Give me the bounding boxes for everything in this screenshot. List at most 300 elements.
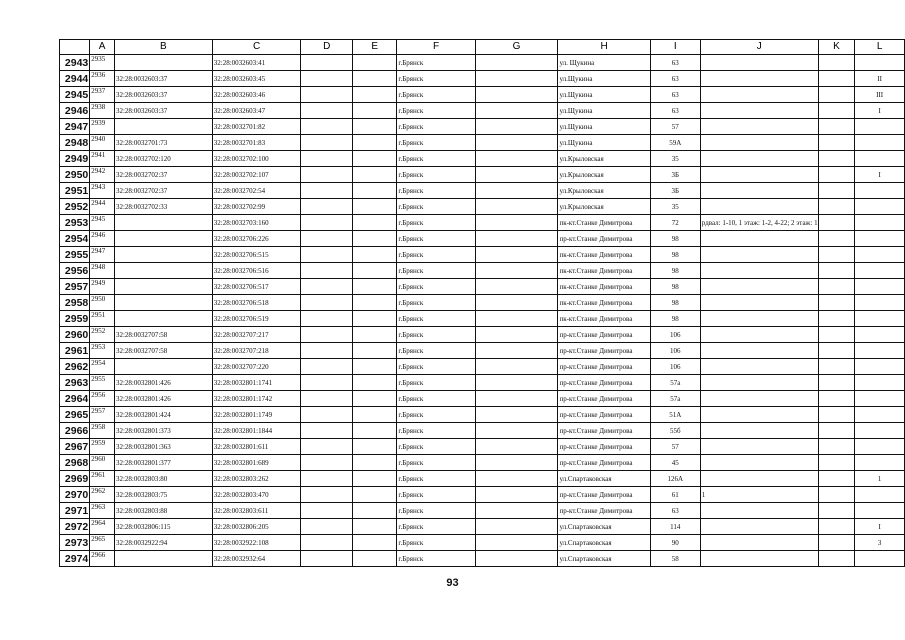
cell-h[interactable]: пр-кт.Станке Димитрова	[558, 439, 650, 455]
cell-k[interactable]	[818, 391, 855, 407]
cell-e[interactable]	[352, 167, 396, 183]
cell-a[interactable]: 2966	[90, 551, 115, 567]
cell-d[interactable]	[301, 391, 352, 407]
cell-k[interactable]	[818, 535, 855, 551]
cell-j[interactable]	[700, 87, 818, 103]
cell-h[interactable]: ул.Спартаковская	[558, 519, 650, 535]
cell-d[interactable]	[301, 71, 352, 87]
row-number[interactable]: 2949	[60, 151, 90, 167]
cell-a[interactable]: 2940	[90, 135, 115, 151]
cell-a[interactable]: 2950	[90, 295, 115, 311]
cell-h[interactable]: ул.Щукина	[558, 135, 650, 151]
cell-h[interactable]: ул.Спартаковская	[558, 551, 650, 567]
row-number[interactable]: 2962	[60, 359, 90, 375]
cell-b[interactable]: 32:28:0032702:37	[114, 183, 212, 199]
cell-i[interactable]: 63	[650, 71, 700, 87]
cell-g[interactable]	[475, 535, 558, 551]
cell-f[interactable]: г.Брянск	[397, 439, 475, 455]
cell-g[interactable]	[475, 183, 558, 199]
cell-j[interactable]	[700, 295, 818, 311]
column-header-f[interactable]: F	[397, 40, 475, 55]
cell-h[interactable]: ул.Крыловская	[558, 183, 650, 199]
row-number[interactable]: 2955	[60, 247, 90, 263]
cell-d[interactable]	[301, 343, 352, 359]
cell-k[interactable]	[818, 55, 855, 71]
cell-h[interactable]: пк-кт.Станке Димитрова	[558, 215, 650, 231]
cell-b[interactable]: 32:28:0032702:37	[114, 167, 212, 183]
cell-d[interactable]	[301, 279, 352, 295]
cell-l[interactable]	[855, 487, 905, 503]
cell-k[interactable]	[818, 215, 855, 231]
cell-h[interactable]: ул.Спартаковская	[558, 471, 650, 487]
cell-f[interactable]: г.Брянск	[397, 151, 475, 167]
cell-c[interactable]: 32:28:0032603:47	[212, 103, 301, 119]
cell-j[interactable]	[700, 55, 818, 71]
cell-g[interactable]	[475, 215, 558, 231]
cell-d[interactable]	[301, 359, 352, 375]
cell-k[interactable]	[818, 199, 855, 215]
cell-j[interactable]	[700, 423, 818, 439]
cell-a[interactable]: 2945	[90, 215, 115, 231]
cell-k[interactable]	[818, 279, 855, 295]
cell-a[interactable]: 2935	[90, 55, 115, 71]
cell-h[interactable]: пк-кт.Станке Димитрова	[558, 247, 650, 263]
cell-e[interactable]	[352, 471, 396, 487]
cell-d[interactable]	[301, 551, 352, 567]
corner-cell[interactable]	[60, 40, 90, 55]
cell-b[interactable]: 32:28:0032603:37	[114, 71, 212, 87]
column-header-c[interactable]: C	[212, 40, 301, 55]
cell-h[interactable]: пр-кт.Станке Димитрова	[558, 407, 650, 423]
cell-h[interactable]: пк-кт.Станке Димитрова	[558, 279, 650, 295]
cell-a[interactable]: 2938	[90, 103, 115, 119]
cell-j[interactable]: 1	[700, 487, 818, 503]
cell-a[interactable]: 2944	[90, 199, 115, 215]
cell-d[interactable]	[301, 231, 352, 247]
cell-e[interactable]	[352, 151, 396, 167]
cell-l[interactable]	[855, 503, 905, 519]
row-number[interactable]: 2946	[60, 103, 90, 119]
cell-i[interactable]: 98	[650, 263, 700, 279]
row-number[interactable]: 2951	[60, 183, 90, 199]
cell-b[interactable]: 32:28:0032803:75	[114, 487, 212, 503]
cell-k[interactable]	[818, 183, 855, 199]
cell-e[interactable]	[352, 103, 396, 119]
cell-f[interactable]: г.Брянск	[397, 231, 475, 247]
cell-a[interactable]: 2964	[90, 519, 115, 535]
row-number[interactable]: 2952	[60, 199, 90, 215]
cell-j[interactable]	[700, 455, 818, 471]
cell-l[interactable]	[855, 343, 905, 359]
cell-b[interactable]: 32:28:0032803:80	[114, 471, 212, 487]
cell-a[interactable]: 2947	[90, 247, 115, 263]
cell-c[interactable]: 32:28:0032703:160	[212, 215, 301, 231]
cell-f[interactable]: г.Брянск	[397, 407, 475, 423]
cell-l[interactable]	[855, 295, 905, 311]
cell-g[interactable]	[475, 231, 558, 247]
cell-d[interactable]	[301, 135, 352, 151]
cell-l[interactable]	[855, 407, 905, 423]
cell-d[interactable]	[301, 439, 352, 455]
cell-h[interactable]: пр-кт.Станке Димитрова	[558, 327, 650, 343]
cell-e[interactable]	[352, 343, 396, 359]
cell-l[interactable]	[855, 327, 905, 343]
row-number[interactable]: 2944	[60, 71, 90, 87]
cell-c[interactable]: 32:28:0032701:83	[212, 135, 301, 151]
cell-l[interactable]: 3	[855, 535, 905, 551]
cell-e[interactable]	[352, 503, 396, 519]
cell-i[interactable]: 57а	[650, 375, 700, 391]
row-number[interactable]: 2964	[60, 391, 90, 407]
cell-l[interactable]	[855, 135, 905, 151]
cell-j[interactable]	[700, 359, 818, 375]
cell-b[interactable]: 32:28:0032701:73	[114, 135, 212, 151]
cell-l[interactable]	[855, 439, 905, 455]
cell-h[interactable]: пр-кт.Станке Димитрова	[558, 455, 650, 471]
cell-d[interactable]	[301, 327, 352, 343]
cell-c[interactable]: 32:28:0032932:64	[212, 551, 301, 567]
cell-g[interactable]	[475, 519, 558, 535]
cell-i[interactable]: 98	[650, 295, 700, 311]
cell-b[interactable]	[114, 263, 212, 279]
cell-k[interactable]	[818, 311, 855, 327]
cell-c[interactable]: 32:28:0032801:1741	[212, 375, 301, 391]
cell-d[interactable]	[301, 247, 352, 263]
cell-b[interactable]: 32:28:0032603:37	[114, 87, 212, 103]
row-number[interactable]: 2954	[60, 231, 90, 247]
cell-e[interactable]	[352, 135, 396, 151]
cell-a[interactable]: 2955	[90, 375, 115, 391]
cell-b[interactable]	[114, 247, 212, 263]
cell-k[interactable]	[818, 135, 855, 151]
cell-d[interactable]	[301, 535, 352, 551]
cell-k[interactable]	[818, 167, 855, 183]
cell-f[interactable]: г.Брянск	[397, 375, 475, 391]
cell-a[interactable]: 2960	[90, 455, 115, 471]
cell-c[interactable]: 32:28:0032707:220	[212, 359, 301, 375]
cell-b[interactable]: 32:28:0032702:33	[114, 199, 212, 215]
cell-b[interactable]: 32:28:0032801:426	[114, 391, 212, 407]
cell-k[interactable]	[818, 71, 855, 87]
cell-k[interactable]	[818, 423, 855, 439]
cell-d[interactable]	[301, 503, 352, 519]
cell-e[interactable]	[352, 423, 396, 439]
cell-e[interactable]	[352, 71, 396, 87]
cell-k[interactable]	[818, 263, 855, 279]
cell-b[interactable]	[114, 231, 212, 247]
cell-j[interactable]	[700, 231, 818, 247]
cell-a[interactable]: 2943	[90, 183, 115, 199]
column-header-e[interactable]: E	[352, 40, 396, 55]
cell-h[interactable]: пр-кт.Станке Димитрова	[558, 231, 650, 247]
cell-e[interactable]	[352, 87, 396, 103]
cell-b[interactable]	[114, 359, 212, 375]
cell-l[interactable]	[855, 215, 905, 231]
cell-k[interactable]	[818, 343, 855, 359]
cell-e[interactable]	[352, 311, 396, 327]
cell-e[interactable]	[352, 359, 396, 375]
cell-j[interactable]	[700, 199, 818, 215]
cell-i[interactable]: 63	[650, 87, 700, 103]
row-number[interactable]: 2948	[60, 135, 90, 151]
cell-g[interactable]	[475, 375, 558, 391]
cell-a[interactable]: 2954	[90, 359, 115, 375]
row-number[interactable]: 2950	[60, 167, 90, 183]
row-number[interactable]: 2971	[60, 503, 90, 519]
cell-j[interactable]	[700, 167, 818, 183]
cell-j[interactable]	[700, 151, 818, 167]
cell-k[interactable]	[818, 407, 855, 423]
cell-c[interactable]: 32:28:0032801:1742	[212, 391, 301, 407]
cell-j[interactable]	[700, 103, 818, 119]
cell-f[interactable]: г.Брянск	[397, 327, 475, 343]
cell-k[interactable]	[818, 503, 855, 519]
cell-c[interactable]: 32:28:0032706:515	[212, 247, 301, 263]
row-number[interactable]: 2943	[60, 55, 90, 71]
cell-l[interactable]	[855, 151, 905, 167]
cell-k[interactable]	[818, 455, 855, 471]
cell-b[interactable]: 32:28:0032707:58	[114, 343, 212, 359]
cell-k[interactable]	[818, 103, 855, 119]
cell-j[interactable]	[700, 407, 818, 423]
cell-d[interactable]	[301, 167, 352, 183]
cell-d[interactable]	[301, 455, 352, 471]
cell-c[interactable]: 32:28:0032803:262	[212, 471, 301, 487]
cell-i[interactable]: 55б	[650, 423, 700, 439]
cell-g[interactable]	[475, 87, 558, 103]
row-number[interactable]: 2965	[60, 407, 90, 423]
row-number[interactable]: 2969	[60, 471, 90, 487]
cell-b[interactable]: 32:28:0032922:94	[114, 535, 212, 551]
cell-c[interactable]: 32:28:0032603:46	[212, 87, 301, 103]
cell-f[interactable]: г.Брянск	[397, 135, 475, 151]
cell-a[interactable]: 2963	[90, 503, 115, 519]
cell-e[interactable]	[352, 295, 396, 311]
cell-h[interactable]: ул.Щукина	[558, 87, 650, 103]
cell-k[interactable]	[818, 551, 855, 567]
cell-d[interactable]	[301, 215, 352, 231]
cell-e[interactable]	[352, 535, 396, 551]
cell-g[interactable]	[475, 55, 558, 71]
cell-i[interactable]: 98	[650, 247, 700, 263]
cell-j[interactable]	[700, 279, 818, 295]
cell-f[interactable]: г.Брянск	[397, 103, 475, 119]
cell-f[interactable]: г.Брянск	[397, 279, 475, 295]
column-header-g[interactable]: G	[475, 40, 558, 55]
cell-h[interactable]: пр-кт.Станке Димитрова	[558, 503, 650, 519]
cell-d[interactable]	[301, 151, 352, 167]
cell-k[interactable]	[818, 439, 855, 455]
cell-j[interactable]	[700, 551, 818, 567]
cell-f[interactable]: г.Брянск	[397, 183, 475, 199]
column-header-a[interactable]: A	[90, 40, 115, 55]
row-number[interactable]: 2960	[60, 327, 90, 343]
cell-j[interactable]	[700, 119, 818, 135]
cell-k[interactable]	[818, 247, 855, 263]
cell-i[interactable]: 106	[650, 343, 700, 359]
cell-f[interactable]: г.Брянск	[397, 199, 475, 215]
cell-i[interactable]: 58	[650, 551, 700, 567]
cell-k[interactable]	[818, 519, 855, 535]
row-number[interactable]: 2953	[60, 215, 90, 231]
cell-a[interactable]: 2936	[90, 71, 115, 87]
cell-e[interactable]	[352, 119, 396, 135]
cell-f[interactable]: г.Брянск	[397, 455, 475, 471]
cell-a[interactable]: 2961	[90, 471, 115, 487]
cell-j[interactable]	[700, 263, 818, 279]
row-number[interactable]: 2945	[60, 87, 90, 103]
cell-f[interactable]: г.Брянск	[397, 119, 475, 135]
cell-g[interactable]	[475, 359, 558, 375]
cell-e[interactable]	[352, 391, 396, 407]
cell-b[interactable]	[114, 55, 212, 71]
cell-g[interactable]	[475, 311, 558, 327]
cell-d[interactable]	[301, 183, 352, 199]
cell-i[interactable]: 98	[650, 279, 700, 295]
cell-a[interactable]: 2959	[90, 439, 115, 455]
cell-d[interactable]	[301, 103, 352, 119]
cell-g[interactable]	[475, 327, 558, 343]
cell-l[interactable]	[855, 263, 905, 279]
cell-e[interactable]	[352, 199, 396, 215]
cell-d[interactable]	[301, 87, 352, 103]
cell-g[interactable]	[475, 103, 558, 119]
cell-c[interactable]: 32:28:0032707:218	[212, 343, 301, 359]
cell-i[interactable]: 106	[650, 327, 700, 343]
cell-l[interactable]: III	[855, 87, 905, 103]
cell-j[interactable]	[700, 535, 818, 551]
cell-e[interactable]	[352, 279, 396, 295]
cell-a[interactable]: 2939	[90, 119, 115, 135]
cell-c[interactable]: 32:28:0032706:516	[212, 263, 301, 279]
cell-e[interactable]	[352, 247, 396, 263]
cell-k[interactable]	[818, 359, 855, 375]
column-header-j[interactable]: J	[700, 40, 818, 55]
cell-d[interactable]	[301, 423, 352, 439]
cell-c[interactable]: 32:28:0032801:689	[212, 455, 301, 471]
cell-l[interactable]: I	[855, 519, 905, 535]
cell-g[interactable]	[475, 407, 558, 423]
cell-j[interactable]	[700, 135, 818, 151]
cell-e[interactable]	[352, 55, 396, 71]
cell-f[interactable]: г.Брянск	[397, 487, 475, 503]
cell-a[interactable]: 2951	[90, 311, 115, 327]
cell-f[interactable]: г.Брянск	[397, 343, 475, 359]
cell-j[interactable]	[700, 311, 818, 327]
cell-l[interactable]	[855, 55, 905, 71]
cell-b[interactable]	[114, 215, 212, 231]
cell-g[interactable]	[475, 487, 558, 503]
row-number[interactable]: 2957	[60, 279, 90, 295]
cell-j[interactable]	[700, 471, 818, 487]
cell-i[interactable]: 59А	[650, 135, 700, 151]
cell-i[interactable]: 72	[650, 215, 700, 231]
cell-h[interactable]: ул.Крыловская	[558, 167, 650, 183]
cell-b[interactable]	[114, 551, 212, 567]
cell-i[interactable]: 35	[650, 199, 700, 215]
row-number[interactable]: 2963	[60, 375, 90, 391]
row-number[interactable]: 2956	[60, 263, 90, 279]
cell-k[interactable]	[818, 327, 855, 343]
row-number[interactable]: 2967	[60, 439, 90, 455]
cell-c[interactable]: 32:28:0032803:470	[212, 487, 301, 503]
cell-l[interactable]	[855, 551, 905, 567]
cell-f[interactable]: г.Брянск	[397, 55, 475, 71]
cell-l[interactable]: 1	[855, 471, 905, 487]
cell-i[interactable]: 61	[650, 487, 700, 503]
cell-j[interactable]	[700, 503, 818, 519]
cell-e[interactable]	[352, 455, 396, 471]
cell-l[interactable]	[855, 311, 905, 327]
column-header-d[interactable]: D	[301, 40, 352, 55]
cell-l[interactable]	[855, 375, 905, 391]
cell-d[interactable]	[301, 199, 352, 215]
cell-g[interactable]	[475, 199, 558, 215]
cell-a[interactable]: 2941	[90, 151, 115, 167]
row-number[interactable]: 2968	[60, 455, 90, 471]
cell-j[interactable]	[700, 375, 818, 391]
cell-j[interactable]	[700, 327, 818, 343]
cell-i[interactable]: 98	[650, 231, 700, 247]
column-header-b[interactable]: B	[114, 40, 212, 55]
cell-d[interactable]	[301, 55, 352, 71]
cell-d[interactable]	[301, 519, 352, 535]
cell-f[interactable]: г.Брянск	[397, 471, 475, 487]
cell-f[interactable]: г.Брянск	[397, 423, 475, 439]
cell-l[interactable]: II	[855, 71, 905, 87]
cell-i[interactable]: 51А	[650, 407, 700, 423]
cell-h[interactable]: пр-кт.Станке Димитрова	[558, 391, 650, 407]
cell-a[interactable]: 2937	[90, 87, 115, 103]
cell-d[interactable]	[301, 263, 352, 279]
cell-k[interactable]	[818, 231, 855, 247]
cell-g[interactable]	[475, 247, 558, 263]
column-header-l[interactable]: L	[855, 40, 905, 55]
cell-i[interactable]: 63	[650, 103, 700, 119]
cell-a[interactable]: 2948	[90, 263, 115, 279]
row-number[interactable]: 2961	[60, 343, 90, 359]
cell-g[interactable]	[475, 167, 558, 183]
row-number[interactable]: 2973	[60, 535, 90, 551]
cell-h[interactable]: ул.Крыловская	[558, 151, 650, 167]
cell-g[interactable]	[475, 503, 558, 519]
cell-l[interactable]	[855, 199, 905, 215]
cell-c[interactable]: 32:28:0032702:100	[212, 151, 301, 167]
cell-g[interactable]	[475, 119, 558, 135]
cell-i[interactable]: 45	[650, 455, 700, 471]
cell-h[interactable]: пк-кт.Станке Димитрова	[558, 263, 650, 279]
cell-a[interactable]: 2958	[90, 423, 115, 439]
cell-c[interactable]: 32:28:0032803:611	[212, 503, 301, 519]
cell-d[interactable]	[301, 487, 352, 503]
cell-i[interactable]: 57	[650, 439, 700, 455]
cell-h[interactable]: пк-кт.Станке Димитрова	[558, 295, 650, 311]
row-number[interactable]: 2974	[60, 551, 90, 567]
cell-k[interactable]	[818, 295, 855, 311]
cell-e[interactable]	[352, 407, 396, 423]
column-header-h[interactable]: H	[558, 40, 650, 55]
row-number[interactable]: 2947	[60, 119, 90, 135]
cell-b[interactable]: 32:28:0032707:58	[114, 327, 212, 343]
cell-c[interactable]: 32:28:0032702:99	[212, 199, 301, 215]
cell-f[interactable]: г.Брянск	[397, 391, 475, 407]
cell-b[interactable]	[114, 311, 212, 327]
cell-j[interactable]: рдвал: 1-10, 1 этаж: 1-2, 4-22; 2 этаж: 1	[700, 215, 818, 231]
cell-e[interactable]	[352, 215, 396, 231]
column-header-i[interactable]: I	[650, 40, 700, 55]
cell-a[interactable]: 2965	[90, 535, 115, 551]
cell-j[interactable]	[700, 519, 818, 535]
